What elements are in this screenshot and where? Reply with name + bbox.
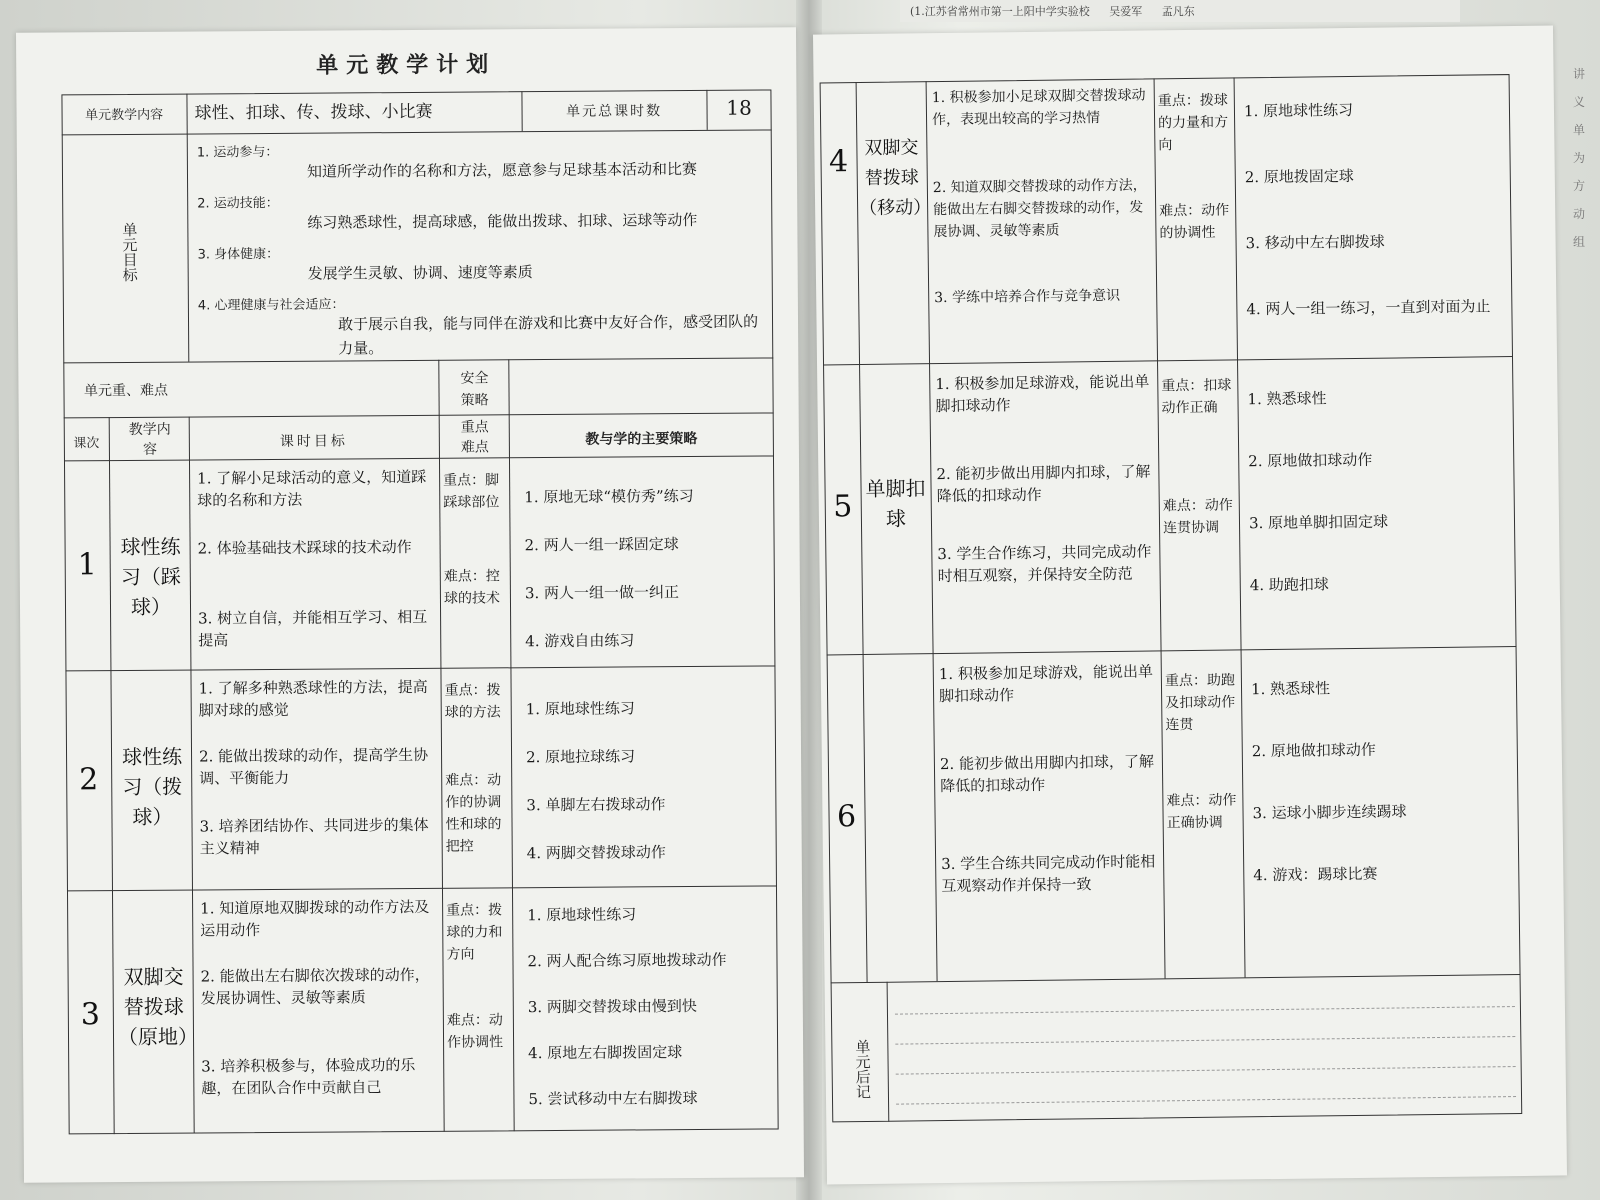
- lesson-name: 球性练习（拨球）: [121, 744, 183, 829]
- col-key: 重点难点: [460, 419, 489, 456]
- strategy-item: 1. 原地球性练习: [527, 905, 637, 925]
- lesson-name: 球性练习（踩球）: [120, 534, 181, 619]
- strategy-item: 3. 单脚左右拨球动作: [526, 795, 666, 815]
- goal-item: 1. 积极参加足球游戏，能说出单脚扣球动作: [935, 372, 1150, 416]
- lesson-goals: [932, 84, 1153, 309]
- lesson-key: [443, 469, 508, 609]
- goal-text: 敢于展示自我，能与同伴在游戏和比赛中友好合作，感受团队的力量。: [337, 312, 759, 358]
- strategy-item: 3. 移动中左右脚拨球: [1245, 232, 1385, 253]
- col-lesson: 课次: [73, 436, 100, 452]
- lesson-no: 2: [79, 762, 99, 798]
- difficulty-point: 难点：动作连贯协调: [1162, 497, 1233, 537]
- strategy-item: 4. 游戏自由练习: [525, 631, 635, 651]
- side-note: 讲: [1572, 67, 1585, 81]
- strategy-item: 3. 运球小脚步连续踢球: [1252, 802, 1407, 823]
- lesson-name: 双脚交替拨球（移动）: [859, 137, 932, 220]
- lesson-no: 1: [77, 547, 97, 583]
- goal-row: [197, 188, 767, 235]
- lesson-goals: [199, 676, 436, 876]
- strategy-item: 1. 原地球性练习: [1243, 100, 1354, 121]
- goal-label: 2. 运动技能：: [197, 195, 279, 212]
- difficulty-point: 难点：动作的协调性和球的把控: [445, 772, 502, 855]
- goal-text: 发展学生灵敏、协调、速度等素质: [307, 263, 533, 283]
- goal-item: 1. 了解多种熟悉球性的方法，提高脚对球的感觉: [198, 677, 428, 720]
- goal-item: 2. 能初步做出用脚内扣球，了解降低的扣球动作: [936, 462, 1151, 506]
- key-label: 单元重、难点: [83, 382, 169, 400]
- difficulty-point: 难点：动作的协调性: [1159, 202, 1230, 242]
- goal-text: 练习熟悉球性，提高球感，能做出拨球、扣球、运球等动作: [307, 210, 698, 232]
- side-note: 组: [1572, 235, 1585, 249]
- strategy-item: 1. 熟悉球性: [1247, 389, 1327, 409]
- goal-item: 1. 积极参加小足球双脚交替拨球动作，表现出较高的学习热情: [931, 87, 1146, 129]
- lesson-key: [1165, 669, 1239, 834]
- strategy-item: 2. 原地做扣球动作: [1251, 740, 1376, 761]
- header-text-3: 孟凡东: [1161, 5, 1195, 18]
- lesson-name: 双脚交替拨球（原地）: [117, 964, 199, 1050]
- goal-row: [197, 137, 767, 184]
- lesson-strategies: [1247, 376, 1512, 627]
- goal-item: 2. 能做出左右脚依次拨球的动作，发展协调性、灵敏等素质: [200, 965, 430, 1008]
- content-label: 单元教学内容: [85, 107, 164, 124]
- goal-item: 2. 知道双脚交替拨球的动作方法，能做出左右脚交替拨球的动作，发展协调、灵敏等素质: [932, 177, 1147, 241]
- side-note: 义: [1572, 95, 1585, 109]
- unit-goals: [197, 137, 769, 369]
- strategy-item: 3. 两脚交替拨球由慢到快: [527, 997, 697, 1017]
- goal-item: 3. 学生合练共同完成动作时能相互观察动作并保持一致: [941, 852, 1156, 896]
- key-point: 重点：脚踩球部位: [443, 472, 500, 511]
- goal-label: 3. 身体健康：: [197, 246, 280, 263]
- page-title: 单元教学计划: [316, 51, 497, 79]
- col-goals: 课时目标: [279, 433, 348, 450]
- side-note: 动: [1572, 207, 1585, 221]
- difficulty-point: 难点：动作协调性: [446, 1012, 504, 1051]
- side-note: 单: [1572, 123, 1585, 137]
- header-text-2: 吴爱军: [1109, 5, 1143, 18]
- lesson-key: [446, 899, 511, 1053]
- lesson-no: 4: [828, 144, 849, 180]
- strategy-item: 3. 两人一组一做一纠正: [524, 583, 680, 603]
- strategy-item: 4. 两人一组一练习，一直到对面为止: [1246, 297, 1491, 319]
- hours-label: 单元总课时数: [566, 103, 663, 120]
- goal-item: 3. 培养积极参与，体验成功的乐趣，在团队合作中贡献自己: [201, 1055, 416, 1098]
- difficulty-point: 难点：动作正确协调: [1166, 792, 1237, 832]
- goal-item: 1. 了解小足球活动的意义，知道踩球的名称和方法: [197, 467, 427, 510]
- strategy-item: 4. 游戏：踢球比赛: [1253, 864, 1378, 885]
- strategy-item: 4. 两脚交替拨球动作: [526, 843, 666, 863]
- strategy-item: 5. 尝试移动中左右脚拨球: [528, 1089, 698, 1109]
- strategy-item: 1. 熟悉球性: [1250, 679, 1331, 699]
- side-note: 为: [1572, 151, 1585, 165]
- lesson-goals: [200, 896, 438, 1116]
- side-note: 方: [1572, 179, 1585, 193]
- difficulty-point: 难点：控球的技术: [443, 568, 501, 607]
- key-point: 重点：助跑及扣球动作连贯: [1164, 672, 1236, 734]
- goal-item: 2. 体验基础技术踩球的技术动作: [197, 537, 412, 558]
- strategy-item: 1. 原地无球“模仿秀”练习: [524, 487, 694, 507]
- lesson-name: 单脚扣球: [865, 476, 926, 531]
- right-page: [813, 26, 1567, 1185]
- key-point: 重点：扣球动作正确: [1161, 377, 1232, 417]
- strategy-item: 1. 原地球性练习: [525, 699, 635, 719]
- lesson-goals: [939, 660, 1160, 897]
- strategy-item: 2. 两人配合练习原地拨球动作: [527, 950, 727, 971]
- content-value: 球性、扣球、传、拨球、小比赛: [194, 101, 433, 124]
- goal-item: 3. 学练中培养合作与竞争意识: [934, 287, 1121, 307]
- strategy-item: 2. 原地拨固定球: [1244, 166, 1354, 187]
- lesson-strategies: [524, 475, 770, 669]
- goal-item: 3. 学生合作练习，共同完成动作时相互观察，并保持安全防范: [937, 542, 1152, 586]
- lesson-strategies: [1251, 666, 1516, 917]
- header-text-1: (1.江苏省常州市第一上阳中学实验校: [910, 5, 1090, 18]
- lesson-goals: [935, 370, 1156, 587]
- lesson-no: 5: [833, 489, 853, 525]
- goal-row: [197, 239, 767, 286]
- goals-label: 单元目标: [120, 221, 139, 283]
- goal-item: 3. 树立自信，并能相互学习、相互提高: [198, 607, 428, 650]
- col-strategy: 教与学的主要策略: [585, 430, 698, 448]
- strategy-item: 3. 原地单脚扣固定球: [1248, 512, 1389, 533]
- goal-row: [198, 290, 768, 361]
- postscript-label: 单元后记: [853, 1038, 873, 1100]
- col-content: 教学内容: [128, 421, 171, 458]
- goal-item: 3. 培养团结协作、共同进步的集体主义精神: [199, 815, 429, 858]
- strategy-item: 2. 原地拉球练习: [526, 747, 636, 767]
- lesson-key: [445, 679, 510, 857]
- lesson-key: [1158, 89, 1232, 244]
- lesson-strategies: [527, 893, 774, 1125]
- lesson-strategies: [526, 687, 772, 881]
- hours-value: 18: [726, 95, 752, 120]
- key-point: 重点：拨球的力和方向: [446, 902, 503, 963]
- goal-item: 1. 积极参加足球游戏，能说出单脚扣球动作: [938, 662, 1154, 706]
- header-strip: [900, 0, 1460, 22]
- side-notes: [1562, 60, 1596, 256]
- goal-item: 1. 知道原地双脚拨球的动作方法及运用动作: [200, 897, 430, 940]
- strategy-item: 4. 助跑扣球: [1249, 575, 1329, 595]
- strategy-item: 2. 原地做扣球动作: [1248, 450, 1373, 471]
- goal-label: 1. 运动参与：: [196, 144, 279, 161]
- lesson-no: 6: [836, 799, 857, 835]
- left-page: [16, 27, 804, 1182]
- strategy-item: 2. 两人一组一踩固定球: [524, 535, 679, 555]
- key-point: 重点：拨球的方法: [444, 682, 501, 721]
- goal-label: 4. 心理健康与社会适应：: [197, 297, 345, 314]
- goal-item: 2. 能初步做出用脚内扣球，了解降低的扣球动作: [939, 752, 1155, 796]
- safety-label: 安全策略: [460, 370, 489, 409]
- lesson-key: [1161, 374, 1235, 539]
- goal-item: 2. 能做出拨球的动作，提高学生协调、平衡能力: [198, 745, 429, 788]
- key-point: 重点：拨球的力量和方向: [1157, 92, 1229, 154]
- lesson-goals: [197, 466, 434, 668]
- strategy-item: 4. 原地左右脚拨固定球: [528, 1043, 683, 1063]
- lesson-no: 3: [80, 997, 101, 1033]
- lesson-strategies: [1244, 88, 1509, 355]
- goal-text: 知道所学动作的名称和方法，愿意参与足球基本活动和比赛: [306, 159, 698, 181]
